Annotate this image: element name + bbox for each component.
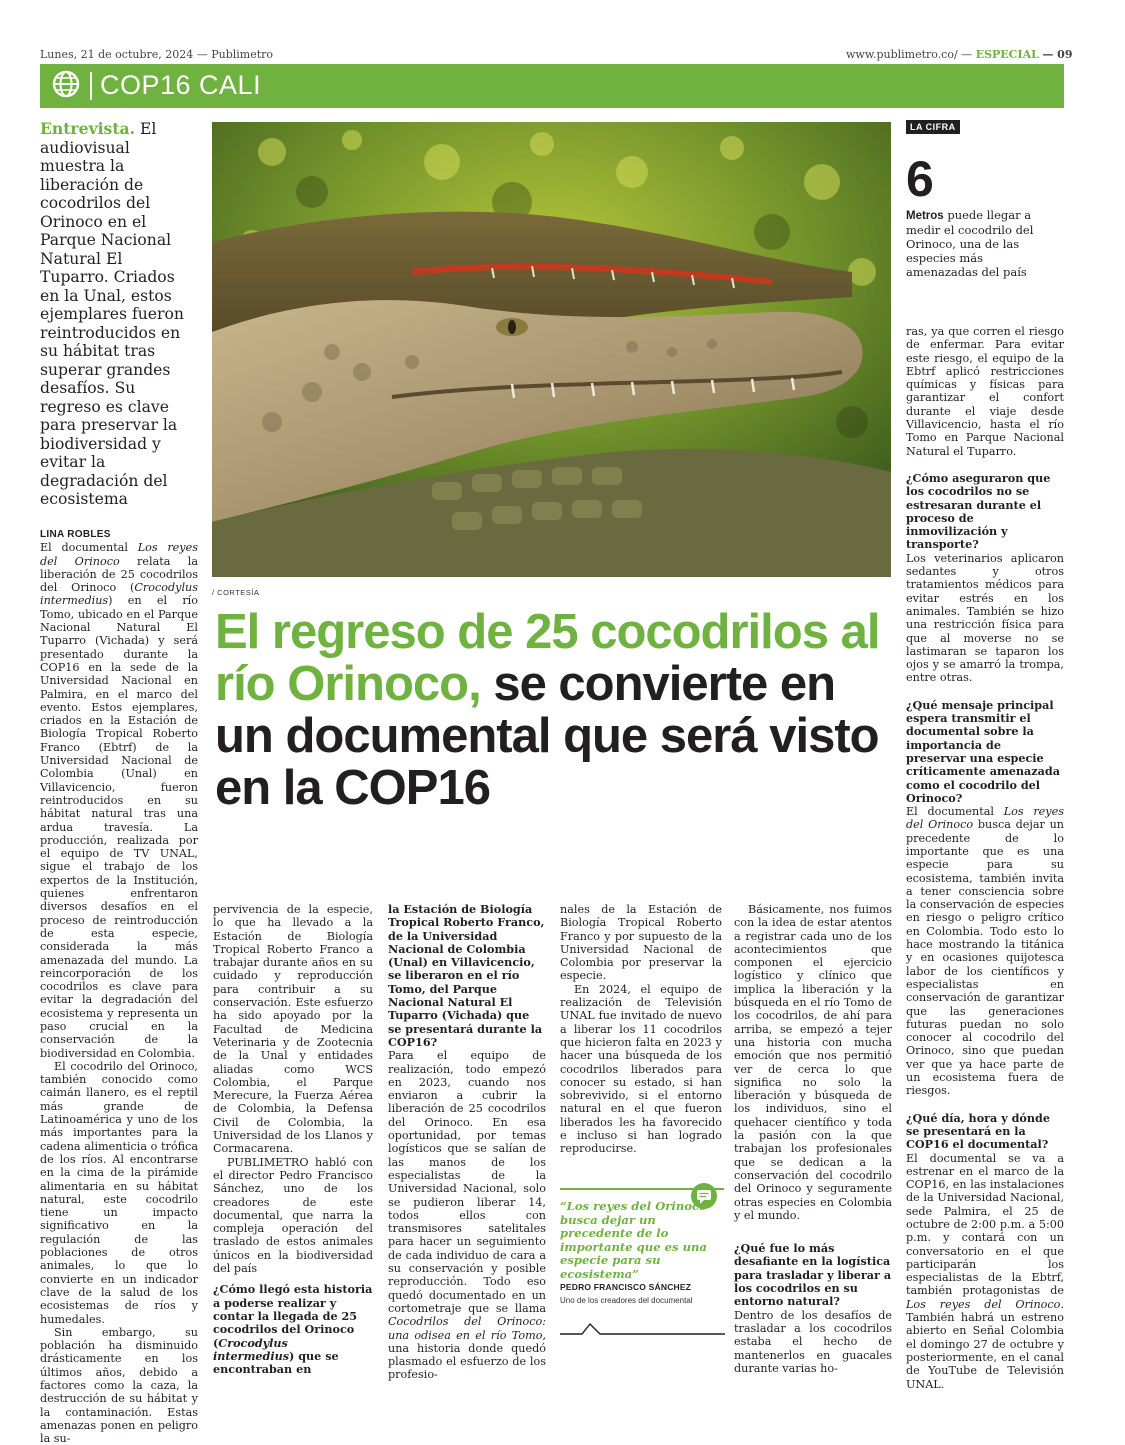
article-column-1 (40, 528, 198, 1445)
answer: Los veterinarios aplicaron sedantes y otros tratamientos médicos para evitar estrés en los animales. También se hizo una restricción física para que al moverse no se lastimaran se taparon los ojos y se amarró la trompa, entre otras. (906, 551, 1064, 685)
paragraph: El cocodrilo del Orinoco, también conocido como caimán llanero, es el reptil más grande de Latinoamérica y uno de los más importantes para la cadena alimenticia o trófica de los ríos. Al encontrarse en la cima de la pirámide alimentaria en su hábitat natural, este cocodrilo tiene un impacto significativo en la regulación de las poblaciones de otros animales, lo que lo convierte en un indicador clave de la salud de los ecosistemas de ríos y humedales. (40, 1059, 198, 1326)
question: ¿Qué mensaje principal espera transmitir el documental sobre la importancia de preservar una especie críticamente amenazada como el cocodrilo del Orinoco? (906, 697, 1060, 805)
globe-icon (50, 68, 82, 100)
question: la Estación de Biología Tropical Roberto Franco, de la Universidad Nacional de Colombia (Unal) en Villavicencio, se liberaron en el río Tomo, del Parque Nacional Natural El Tuparro (Vichada) que se presentará durante la COP16? (388, 902, 545, 1049)
question: ¿Cómo llegó esta historia a poderse realizar y contar la llegada de 25 cocodrilos del Orinoco (Crocodylus intermedius) que se encontraban en (213, 1282, 373, 1377)
cifra-number: 6 (906, 151, 934, 207)
quote-tail-decoration (560, 1322, 725, 1338)
intro-summary (40, 120, 190, 509)
paragraph: Básicamente, nos fuimos con la idea de estar atentos a registrar cada uno de los acontecimientos que componen el ejercicio logístico y clínico que implica la liberación y la búsqueda en el río Tomo de los cocodrilos, de ahí para arriba, se empezó a tejer una historia con mucha emoción que nos permitió ver de cerca lo que significa no solo la liberación y búsqueda de los individuos, sino el quehacer científico y toda la pasión con la que trabajan los profesionales que se dedican a la conservación del cocodrilo del Orinoco y seguramente otras especies en Colombia y el mundo. (734, 903, 892, 1222)
paragraph: pervivencia de la especie, lo que ha llevado a la Estación de Biología Tropical Roberto Franco a trabajar durante años en su cuidado y reproducción para contribuir a su conservación. Este esfuerzo ha sido apoyado por la Facultad de Medicina Veterinaria y de Zootecnia de la Unal y entidades aliadas como WCS Colombia, el Parque Merecure, la Fuerza Aérea de Colombia, la Defensa Civil de Colombia, la Universidad de los Llanos y Cormacarena. (213, 903, 373, 1156)
question: ¿Qué día, hora y dónde se presentará en la COP16 el documental? (906, 1110, 1050, 1152)
page-number: — 09 (1042, 48, 1073, 61)
quote-role: Uno de los creadores del documental (560, 1296, 693, 1305)
pull-quote: “Los reyes del Orinoco busca dejar un precedente de lo importante que es una especie para su ecosistema” (560, 1199, 707, 1281)
section-title: COP16 CALI (100, 70, 262, 100)
photo-credit: / CORTESÍA (212, 588, 260, 597)
intro-label: Entrevista. (40, 119, 136, 138)
cifra-bold: Metros (906, 210, 944, 222)
article-column-2 (213, 903, 373, 1376)
headline-green: El regreso de 25 cocodrilos al río Orinoco, (215, 605, 880, 711)
paragraph: El documental Los reyes del Orinoco relata la liberación de 25 cocodrilos del Orinoco (Crocodylus intermedius) en el río Tomo, ubicado en el Parque Nacional Natural El Tuparro (Vichada) y será presentado durante la COP16 en la sede de la Universidad Nacional en Palmira, en el marco del evento. Estos ejemplares, criados en la Estación de Biología Tropical Roberto Franco (Ebtrf) de la Universidad Nacional de Colombia (Unal) en Villavicencio, fueron reintroducidos en su hábitat natural tras una ardua travesía. La producción, realizada por el equipo de TV UNAL, sigue el trabajo de los expertos de la Institución, quienes enfrentaron diversos desafíos en el proceso de reintroducción de esta especie, considerada la más amenazada del mundo. La reincorporación de los cocodrilos es clave para evitar la degradación del ecosistema y representa un paso crucial en la conservación de la biodiversidad en Colombia. (40, 541, 198, 1060)
page-folio (846, 48, 1072, 61)
cifra-tag: LA CIFRA (906, 120, 960, 134)
answer: El documental Los reyes del Orinoco busca dejar un precedente de lo importante que es una especie para su ecosistema, también invita a tener consciencia sobre la conservación de especies en riesgo o peligro crítico en Colombia. Todo esto lo hace mostrando la titánica y en ocasiones quijotesca labor de los científicos y especialistas en conservación de garantizar que las generaciones futuras puedan no solo conocer al cocodrilo del Orinoco, sino que puedan ver que ya hace parte de un ecosistema fuera de riesgos. (906, 805, 1064, 1098)
paragraph: Sin embargo, su población ha disminuido drásticamente en los últimos años, debido a factores como la caza, la destrucción de su hábitat y la contaminación. Estas amenazas ponen en peligro la su- (40, 1325, 198, 1445)
cifra-text (906, 208, 1056, 279)
headline (215, 606, 895, 814)
cifra-desc: puede llegar a medir el cocodrilo del Orinoco, una de las especies más amenazadas del país (906, 208, 1034, 279)
intro-text: El audiovisual muestra la liberación de cocodrilos del Orinoco en el Parque Nacional Natural El Tuparro. Criados en la Unal, estos ejemplares fueron reintroducidos en su hábitat tras superar grandes desafíos. Su regreso es clave para preservar la biodiversidad y evitar la degradación del ecosistema (40, 120, 184, 508)
headline-black: se convierte en un documental que será visto en la COP16 (215, 657, 879, 815)
quote-author: PEDRO FRANCISCO SÁNCHEZ (560, 1282, 692, 1292)
publication-date: Lunes, 21 de octubre, 2024 — Publimetro (40, 48, 274, 61)
answer: Dentro de los desafíos de trasladar a los cocodrilos estaba el hecho de mantenerlos en guacales durante varias ho- (734, 1308, 892, 1375)
paragraph: PUBLIMETRO habló con el director Pedro Francisco Sánchez, uno de los creadores de este documental, que narra la compleja operación del traslado de estos animales únicos en la biodiversidad del país (213, 1155, 373, 1276)
section-divider (90, 72, 92, 100)
article-column-4 (560, 903, 722, 1156)
article-column-3 (388, 903, 546, 1382)
paragraph: En 2024, el equipo de realización de Televisión UNAL fue invitado de nuevo a liberar los 11 cocodrilos que hicieron falta en 2023 y hacer una búsqueda de los cocodrilos liberados para conocer su estado, si han sobrevivido, si el entorno natural en el que fueron liberados les ha favorecido e incluso si han logrado reproducirse. (560, 982, 722, 1156)
article-column-6 (906, 325, 1064, 1391)
answer: El documental se va a estrenar en el marco de la COP16, en las instalaciones de la Universidad Nacional, sede Palmira, el 25 de octubre de 2:00 p.m. a 5:00 p.m. y contará con un conversatorio en el que participarán los especialistas de la Ebtrf, también protagonistas de Los reyes del Orinoco. También habrá un estreno abierto en Señal Colombia el domingo 27 de octubre y posteriormente, en el canal de YouTube de Televisión UNAL. (906, 1151, 1064, 1391)
answer: Para el equipo de realización, todo empezó en 2023, cuando nos enviaron a cubrir la liberación de 25 cocodrilos del Orinoco. En esa oportunidad, por temas logísticos que se salían de las manos de los especialistas de la Universidad Nacional, solo se pudieron liberar 14, todos ellos con transmisores satelitales para hacer un seguimiento de cada individuo de cara a su conservación y posible reproducción. Todo eso quedó documentado en un cortometraje que se llama Cocodrilos del Orinoco: una odisea en el río Tomo, una historia donde quedó plasmado el esfuerzo de los profesio- (388, 1049, 546, 1382)
paragraph: nales de la Estación de Biología Tropical Roberto Franco y por supuesto de la Universidad Nacional de Colombia por preservar la especie. (560, 903, 722, 983)
byline: LINA ROBLES (40, 529, 111, 540)
crocodile-photo (212, 122, 891, 577)
question: ¿Cómo aseguraron que los cocodrilos no se estresaran durante el proceso de inmovilización y transporte? (906, 470, 1051, 552)
site-url[interactable]: www.publimetro.co/ — (846, 48, 973, 61)
question: ¿Qué fue lo más desafiante en la logística para trasladar y liberar a los cocodrilos en su entorno natural? (734, 1241, 892, 1309)
article-column-5 (734, 903, 892, 1375)
section-label: ESPECIAL (975, 48, 1039, 61)
paragraph: ras, ya que corren el riesgo de enfermar. Para evitar este riesgo, el equipo de la Ebtrf aplicó restricciones químicas y físicas para garantizar el confort durante el viaje desde Villavicencio, hasta el río Tomo en Parque Nacional Natural el Tuparro. (906, 325, 1064, 458)
